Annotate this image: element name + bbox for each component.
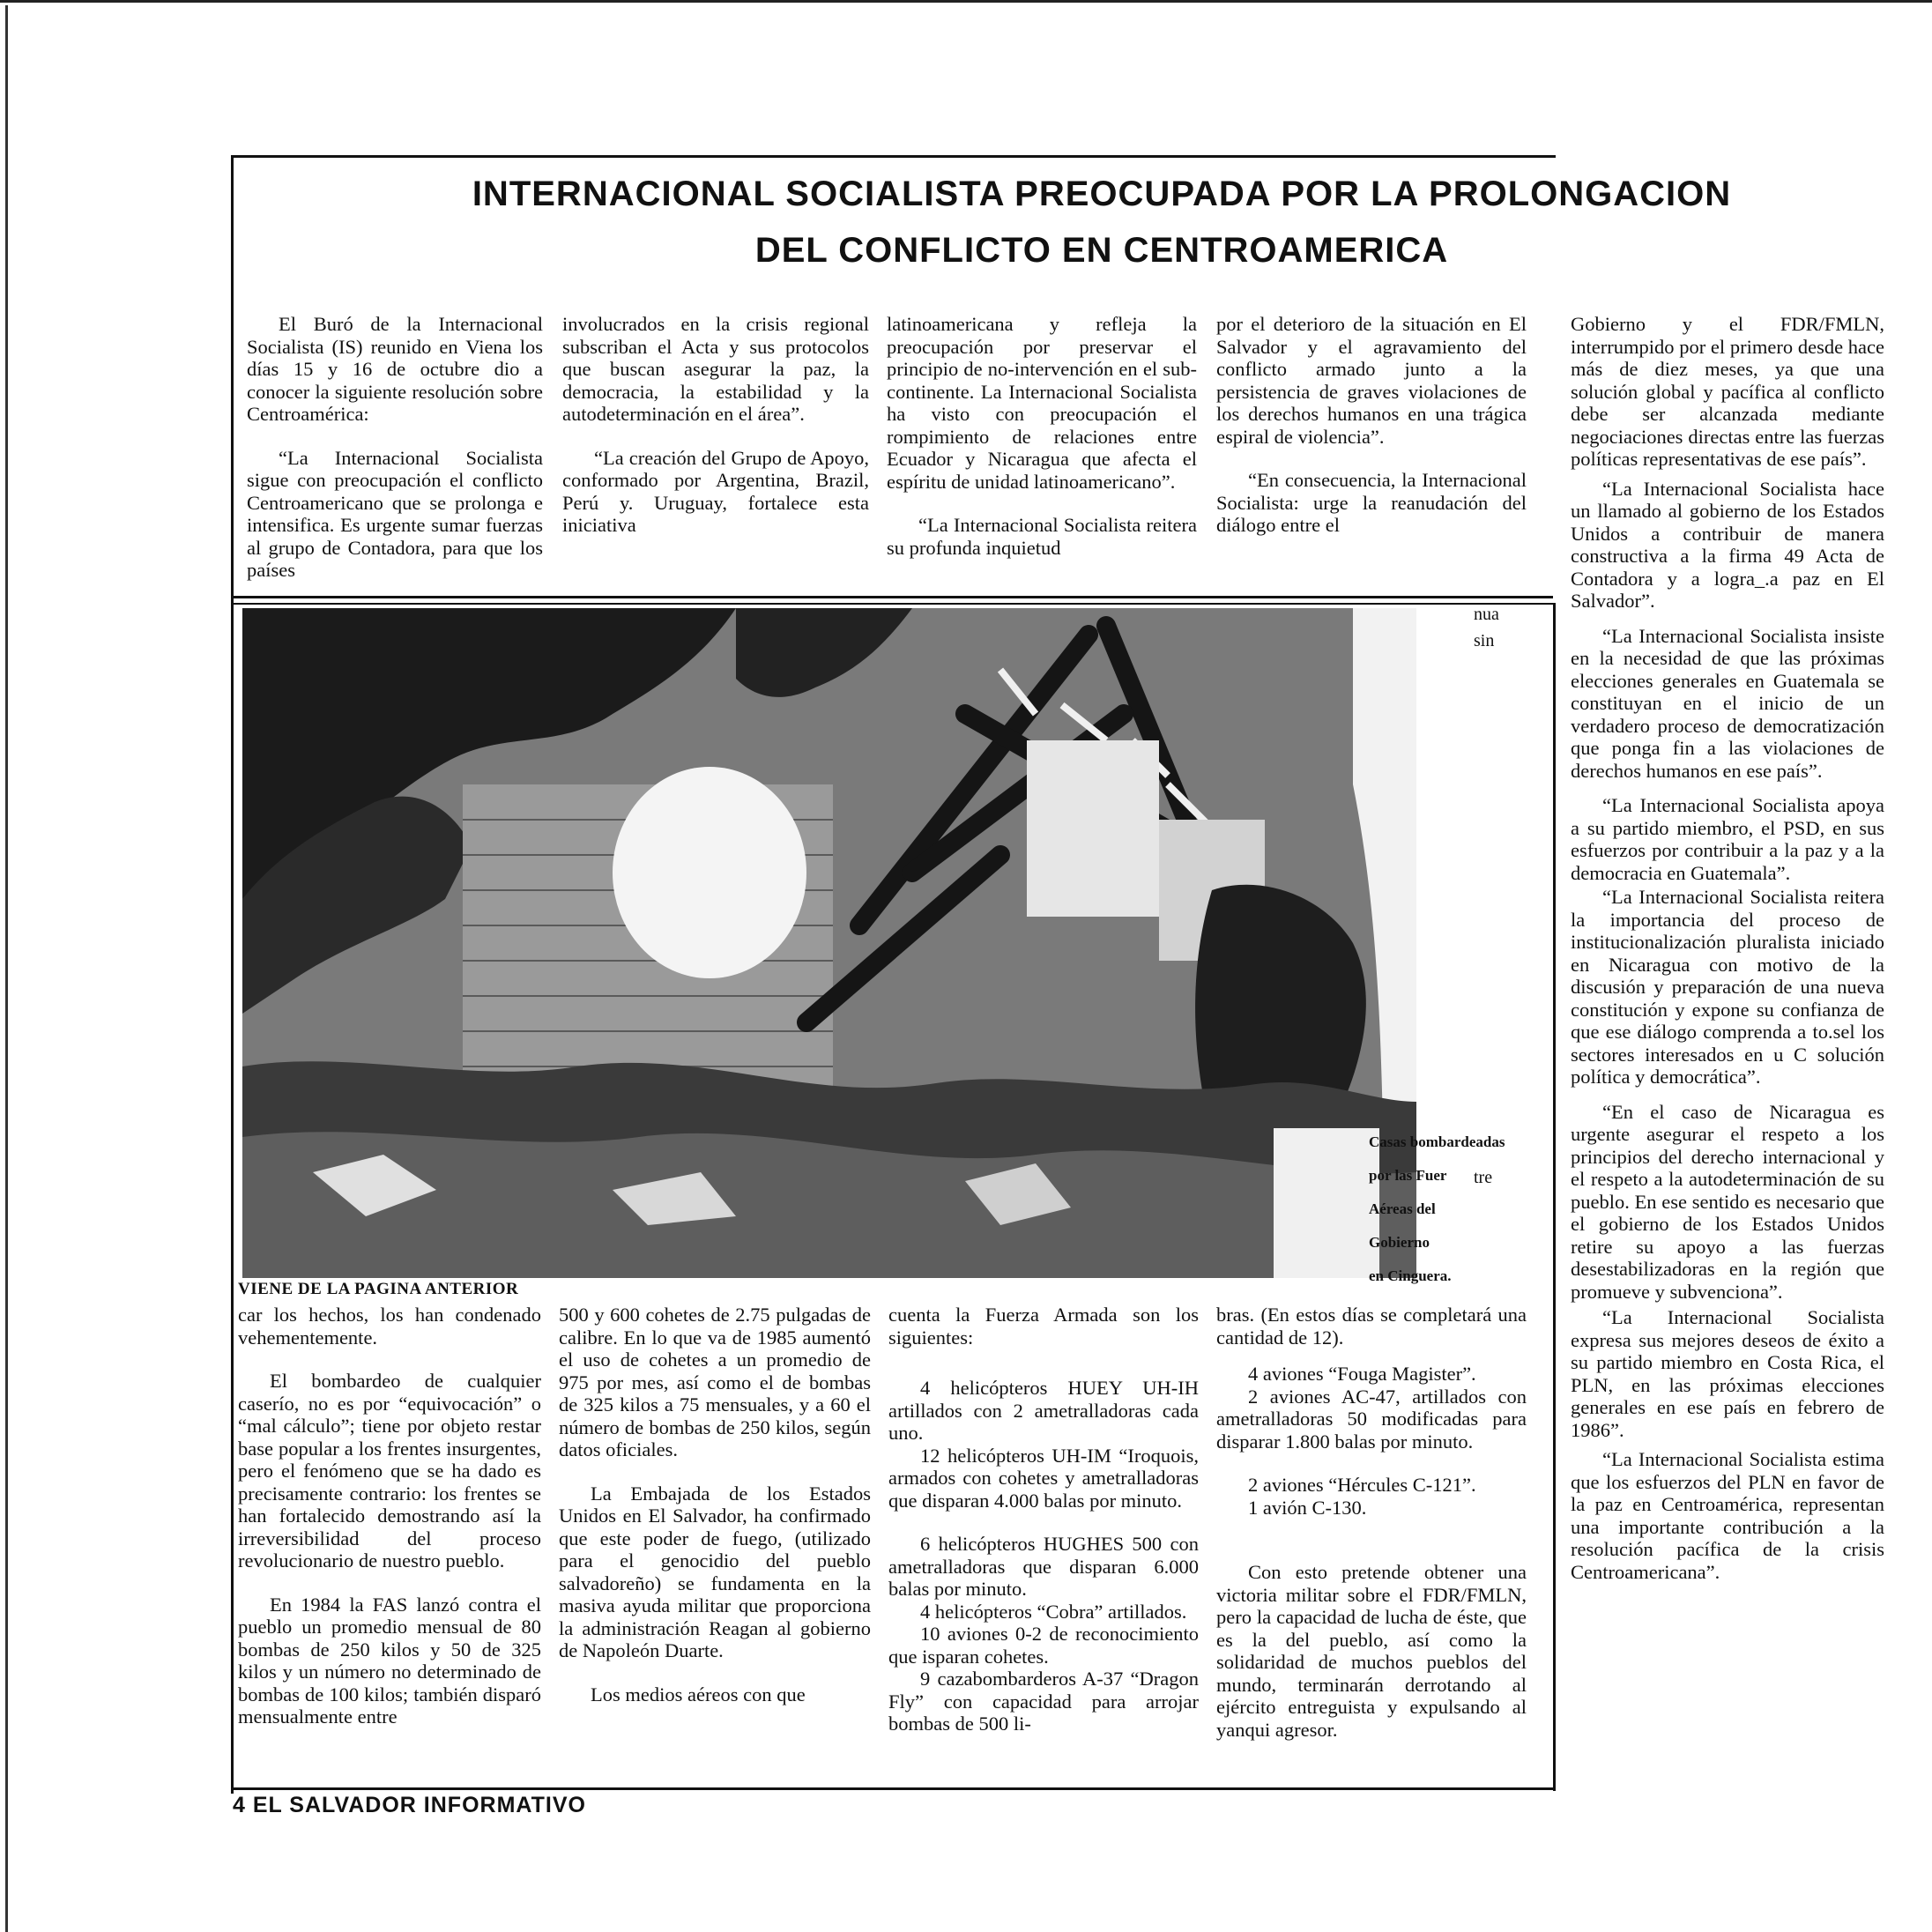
footer-rule xyxy=(231,1787,1553,1790)
paragraph: 4 helicópteros HUEY UH-IH artillados con 2 ametralladoras cada uno. xyxy=(888,1377,1199,1444)
paragraph: “La Internacional Socialista estima que los esfuerzos del PLN en favor de la paz en Centroamérica, representan una importante contribución a la resolución pacífica de la crisis Centroamericana”. xyxy=(1571,1448,1884,1583)
page-top-edge xyxy=(0,0,1932,10)
vertical-rule xyxy=(1553,603,1556,1791)
top-column-3 xyxy=(887,313,1197,559)
paragraph: El Buró de la Internacional Socialista (IS) reunido en Viena los días 15 y 16 de octubre dio a conocer la siguiente resolución sobre Centroamérica: xyxy=(247,313,543,425)
bombed-houses-photo xyxy=(242,608,1416,1278)
paragraph: 2 aviones AC-47, artillados con ametralladoras 50 modificadas para disparar 1.800 balas por minuto. xyxy=(1216,1385,1527,1453)
paragraph: latinoamericana y refleja la preocupación por preservar el principio de no-intervención en el sub-continente. La Internacional Socialista ha visto con preocupación el rompimiento de relaciones entre Ecuador y Nicaragua que afecta el espíritu de unidad latinoamericano”. xyxy=(887,313,1197,493)
paragraph: “La Internacional Socialista reitera su profunda inquietud xyxy=(887,514,1197,559)
horizontal-rule xyxy=(231,603,1553,605)
paragraph: 10 aviones 0-2 de reconocimiento que isparan cohetes. xyxy=(888,1623,1199,1668)
paragraph: “En consecuencia, la Internacional Socialista: urge la reanudación del diálogo entre el xyxy=(1216,469,1527,536)
headline-line-2: DEL CONFLICTO EN CENTROAMERICA xyxy=(754,231,1449,270)
bottom-column-1 xyxy=(238,1304,541,1728)
paragraph: 2 aviones “Hércules C-121”. xyxy=(1248,1474,1476,1496)
paragraph: 4 helicópteros “Cobra” artillados. xyxy=(920,1600,1187,1623)
paragraph: “La creación del Grupo de Apoyo, conformado por Argentina, Brazil, Perú y. Uruguay, fortalece esta iniciativa xyxy=(562,446,869,536)
page-left-edge xyxy=(5,5,8,1932)
paragraph: “La Internacional Socialista sigue con preocupación el conflicto Centroamericano que se prolonga e intensifica. Es urgente sumar fuerzas al grupo de Contadora, para que los países xyxy=(247,446,543,581)
publication-footer: 4 EL SALVADOR INFORMATIVO xyxy=(233,1793,586,1817)
bottom-column-4 xyxy=(1216,1304,1527,1741)
top-column-1 xyxy=(247,313,543,582)
caption-fragment: tre xyxy=(1474,1168,1493,1187)
text-fragment: sin xyxy=(1474,631,1495,650)
paragraph: bras. (En estos días se completará una cantidad de 12). xyxy=(1216,1304,1527,1349)
paragraph: “La Internacional Socialista insiste en la necesidad de que las próximas elecciones generales en Guatemala se constituyan en el inicio de un verdadero proceso de democratización que ponga fin a las violaciones de derechos humanos en ese país”. xyxy=(1571,624,1884,782)
horizontal-rule xyxy=(231,596,1553,598)
right-column xyxy=(1571,313,1884,1583)
text-fragment: nua xyxy=(1474,605,1499,624)
paragraph: “La Internacional Socialista hace un llamado al gobierno de los Estados Unidos a contribuir de manera constructiva a la firma 49 Acta de Contadora y a logra_.a paz en El Salvador”. xyxy=(1571,477,1884,612)
caption-line: en Cinguera. xyxy=(1369,1267,1452,1284)
paragraph: 6 helicópteros HUGHES 500 con ametralladoras que disparan 6.000 balas por minuto. xyxy=(888,1533,1199,1600)
bottom-column-3 xyxy=(888,1304,1199,1735)
paragraph: “La Internacional Socialista expresa sus mejores deseos de éxito a su partido miembro en Costa Rica, el PLN, en las próximas elecciones generales en ese país en febrero de 1986”. xyxy=(1571,1306,1884,1441)
photo-image xyxy=(242,608,1416,1278)
photo-caption xyxy=(1369,1126,1545,1293)
caption-line: por las Fuer xyxy=(1369,1167,1447,1184)
paragraph: Los medios aéreos con que xyxy=(591,1683,806,1705)
paragraph: Con esto pretende obtener una victoria militar sobre el FDR/FMLN, pero la capacidad de lucha de éste, que es la del pueblo, así como la solidaridad de muchos pueblos del mundo, terminarán derrotando al ejército entreguista y expulsando al yanqui agresor. xyxy=(1216,1561,1527,1741)
paragraph: cuenta la Fuerza Armada son los siguientes: xyxy=(888,1304,1199,1349)
paragraph: 12 helicópteros UH-IM “Iroquois, armados con cohetes y ametralladoras que disparan 4.000 balas por minuto. xyxy=(888,1444,1199,1512)
top-column-4 xyxy=(1216,313,1527,537)
paragraph: En 1984 la FAS lanzó contra el pueblo un promedio mensual de 80 bombas de 250 kilos y 50 de 325 kilos y un número no determinado de bombas de 100 kilos; también disparó mensualmente entre xyxy=(238,1593,541,1728)
paragraph: Gobierno y el FDR/FMLN, interrumpido por el primero desde hace más de diez meses, ya que una solución global y pacífica al conflicto debe ser alcanzada mediante negociaciones directas entre las fuerzas políticas representativas de ese país”. xyxy=(1571,313,1884,470)
top-column-2 xyxy=(562,313,869,537)
caption-line: Casas bombardeadas xyxy=(1369,1133,1505,1150)
paragraph: 500 y 600 cohetes de 2.75 pulgadas de calibre. En lo que va de 1985 aumentó el uso de cohetes a un promedio de 975 por mes, así como el de bombas de 325 kilos a 75 mensuales, y a 60 el número de bombas de 250 kilos, según datos oficiales. xyxy=(559,1304,871,1460)
paragraph: involucrados en la crisis regional subscriban el Acta y sus protocolos que buscan asegurar la paz, la democracia, la estabilidad y la autodeterminación en el área”. xyxy=(562,313,869,425)
continued-label: VIENE DE LA PAGINA ANTERIOR xyxy=(238,1280,519,1298)
paragraph: “La Internacional Socialista reitera la importancia del proceso de institucionalización pluralista iniciado en Nicaragua con motivo de la discusión y preparación de una nueva constitución y expone su confianza de que ese diálogo comprenda a to.sel los sectores interesados en u C solución política y democrática”. xyxy=(1571,886,1884,1088)
paragraph: El bombardeo de cualquier caserío, no es por “equivocación” o “mal cálculo”; tiene por objeto restar base popular a los frentes insurgentes, pero el fenómeno que se ha dado es precisamente contrario: los frentes se han fortalecido demostrando así la irreversibilidad del proceso revolucionario de nuestro pueblo. xyxy=(238,1370,541,1572)
paragraph: “La Internacional Socialista apoya a su partido miembro, el PSD, en sus esfuerzos por contribuir a la paz y a la democracia en Guatemala”. xyxy=(1571,794,1884,884)
headline-line-1: INTERNACIONAL SOCIALISTA PREOCUPADA POR LA PROLONGACION xyxy=(472,175,1732,213)
paragraph: por el deterioro de la situación en El Salvador y el agravamiento del conflicto armado junto a la persistencia de graves violaciones de los derechos humanos en una trágica espiral de violencia”. xyxy=(1216,313,1527,448)
caption-line: Gobierno xyxy=(1369,1234,1430,1251)
paragraph: 1 avión C-130. xyxy=(1248,1496,1367,1519)
paragraph: “En el caso de Nicaragua es urgente asegurar el respeto a los principios del derecho internacional y el respeto a la autodeterminación de su pueblo. En ese sentido es necesario que el gobierno de los Estados Unidos retire su apoyo a las fuerzas desestabilizadoras en la región que promueve y subvenciona”. xyxy=(1571,1100,1884,1303)
paragraph: car los hechos, los han condenado vehementemente. xyxy=(238,1304,541,1349)
paragraph: La Embajada de los Estados Unidos en El Salvador, ha confirmado que este poder de fuego, (utilizado para el genocidio del pueblo salvadoreño) se fundamenta en la masiva ayuda militar que proporciona la administración Reagan al gobierno de Napoleón Duarte. xyxy=(559,1482,871,1661)
bottom-column-2 xyxy=(559,1304,871,1705)
paragraph: 4 aviones “Fouga Magister”. xyxy=(1248,1363,1476,1385)
caption-line: Aéreas del xyxy=(1369,1200,1436,1217)
paragraph: 9 cazabombarderos A-37 “Dragon Fly” con capacidad para arrojar bombas de 500 li- xyxy=(888,1668,1199,1735)
